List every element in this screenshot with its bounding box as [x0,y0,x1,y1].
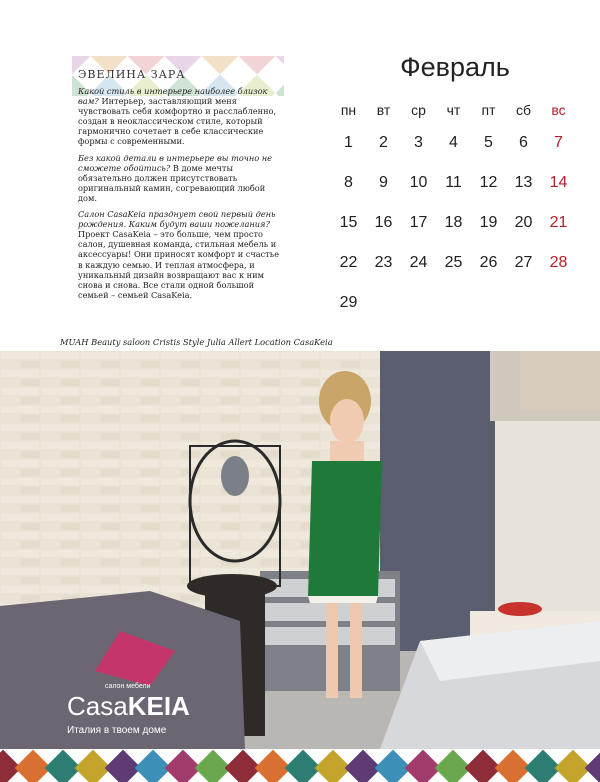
pattern-diamond [276,56,284,74]
calendar-day: 2 [379,134,388,151]
answer-3: Проект CasaKeia – это больше, чем просто салон, душевная команда, стильная мебель и аксессуары! Они приносят комфорт и счастье в каждую семью. И теплая атмосфера, и уникальный дизайн возвращают вас к ним снова и снова. Все стали одной большой семьей – семьей CasaKeia. [78,229,280,300]
calendar-day: 9 [379,174,388,191]
calendar-day: 29 [339,294,358,311]
calendar-day: 23 [374,254,393,271]
calendar-day: 13 [514,174,533,191]
pattern-diamond [202,56,239,74]
calendar-day: 7 [554,134,563,151]
interviewee-name: ЭВЕЛИНА ЗАРА [78,68,186,81]
calendar-day: 15 [339,214,358,231]
calendar-day: 19 [479,214,498,231]
calendar-day: 14 [549,174,568,191]
answer-2: В доме мечты обязательно должен присутствовать оригинальный камин, согревающий любой дом. [78,162,266,203]
calendar-empty-cell [366,283,401,323]
question-2: Без какой детали в интерьере вы точно не сможете обойтись? [78,152,273,173]
weekday-header: пн [340,102,357,118]
calendar-day: 4 [449,134,458,151]
question-3: Салон CasaKeia празднует свой первый день рождения. Каким будут ваши пожелания? [78,209,276,230]
calendar-day: 5 [484,134,493,151]
calendar-day: 24 [409,254,428,271]
calendar-day: 21 [549,214,568,231]
weekday-header: вт [376,102,391,118]
calendar-empty-cell [506,283,541,323]
calendar-day: 1 [344,134,353,151]
photo-credits: MUAH Beauty saloon Cristis Style Julia Allert Location CasaKeia [60,337,333,347]
interview-text [78,86,284,306]
calendar-day: 3 [414,134,423,151]
calendar-empty-cell [401,283,436,323]
weekday-header: чт [446,102,461,118]
calendar-grid [331,97,579,323]
weekday-header: сб [515,102,532,118]
calendar-day: 6 [519,134,528,151]
calendar-day: 11 [445,174,462,191]
logo-casa: Casa [67,691,128,721]
interview-box [72,56,284,302]
calendar-day: 26 [479,254,498,271]
month-title: Февраль [400,52,510,82]
footer-diamond [585,750,600,782]
calendar-day: 20 [514,214,533,231]
weekday-header: пт [481,102,496,118]
logo-wordmark [67,691,190,722]
weekday-header: ср [411,102,426,118]
weekday-header: вс [551,102,566,118]
pattern-diamond [239,56,276,74]
calendar-empty-cell [436,283,471,323]
footer-diamond-strip [0,749,600,782]
calendar-day: 25 [444,254,463,271]
calendar-day: 10 [409,174,428,191]
calendar-day: 18 [444,214,463,231]
calendar-empty-cell [471,283,506,323]
calendar-day: 22 [339,254,358,271]
calendar [331,52,579,323]
calendar-day: 28 [549,254,568,271]
calendar-day: 16 [374,214,393,231]
logo-tagline: Италия в твоем доме [67,725,167,736]
interior-scene-illustration [0,351,600,749]
calendar-day: 12 [479,174,498,191]
calendar-day: 17 [409,214,428,231]
calendar-day: 27 [514,254,533,271]
logo-keia: KEIA [127,691,190,721]
calendar-empty-cell [541,283,576,323]
calendar-day: 8 [344,174,353,191]
logo-subtitle: салон мебели [105,683,151,690]
interior-photo [0,351,600,749]
question-1: Какой стиль в интерьере наиболее близок вам? [78,86,268,107]
answer-1: Интерьер, заставляющий меня чувствовать себя комфортно и расслабленно, создан в неоклассическом стиле, который гармонично сочетает в себе классические формы с современными. [78,96,277,147]
